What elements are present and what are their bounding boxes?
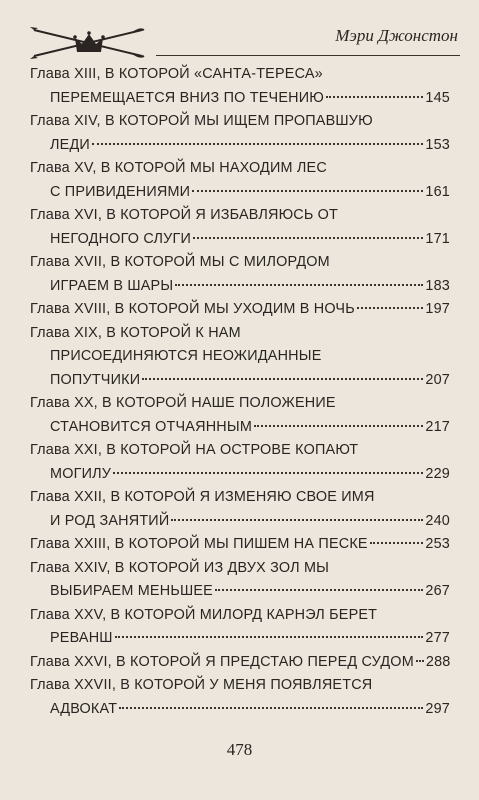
toc-entry-line — [30, 560, 450, 584]
toc-entry-line — [30, 607, 450, 631]
toc-entry-text: МОГИЛУ — [50, 465, 112, 482]
dot-leader — [119, 707, 423, 709]
toc-entry — [30, 560, 450, 607]
toc-entry — [30, 654, 450, 678]
toc-entry — [30, 160, 450, 207]
toc-entry-text: РЕВАНШ — [50, 630, 113, 646]
toc-entry-text: ПОПУТЧИКИ — [50, 371, 141, 388]
toc-entry-text: Глава XIX, В КОТОРОЙ К НАМ — [30, 324, 241, 341]
dot-leader — [370, 542, 424, 544]
toc-entry — [30, 442, 450, 489]
toc-entry-line — [30, 231, 450, 255]
toc-entry-line — [30, 278, 450, 302]
toc-page-number: 267 — [425, 583, 450, 599]
toc-entry-line — [30, 442, 450, 466]
toc-page-number: 171 — [425, 230, 450, 247]
toc-page-number: 153 — [425, 136, 450, 153]
toc-entry — [30, 207, 450, 254]
table-of-contents — [30, 66, 450, 724]
toc-entry-text: С ПРИВИДЕНИЯМИ — [50, 183, 191, 200]
toc-entry-line — [30, 90, 450, 114]
dot-leader — [215, 589, 423, 591]
toc-entry-text: ПРИСОЕДИНЯЮТСЯ НЕОЖИДАННЫЕ — [50, 348, 322, 364]
toc-entry-line — [30, 348, 450, 372]
toc-entry-text: Глава XXVI, В КОТОРОЙ Я ПРЕДСТАЮ ПЕРЕД СУДОМ — [30, 653, 414, 670]
toc-entry-text: И РОД ЗАНЯТИЙ — [50, 512, 170, 529]
dot-leader — [416, 660, 424, 662]
toc-entry-text: Глава XXI, В КОТОРОЙ НА ОСТРОВЕ КОПАЮТ — [30, 442, 359, 458]
dot-leader — [175, 284, 423, 286]
toc-page-number: 197 — [425, 301, 450, 317]
toc-entry-text: Глава XXV, В КОТОРОЙ МИЛОРД КАРНЭЛ БЕРЕТ — [30, 606, 378, 623]
header-rule — [156, 55, 460, 56]
toc-page-number: 297 — [425, 700, 450, 717]
toc-entry-line — [30, 137, 450, 161]
toc-entry-line — [30, 513, 450, 537]
dot-leader — [92, 143, 423, 145]
toc-entry-text: Глава XXIV, В КОТОРОЙ ИЗ ДВУХ ЗОЛ МЫ — [30, 559, 330, 576]
toc-entry-text: АДВОКАТ — [50, 700, 118, 717]
toc-page-number: 183 — [425, 277, 450, 294]
crossed-swords-crown-ornament — [30, 26, 148, 60]
toc-page-number: 229 — [425, 465, 450, 482]
toc-entry-text: Глава XVI, В КОТОРОЙ Я ИЗБАВЛЯЮСЬ ОТ — [30, 207, 339, 223]
dot-leader — [115, 636, 424, 638]
toc-entry-line — [30, 630, 450, 654]
toc-entry-text: Глава XIV, В КОТОРОЙ МЫ ИЩЕМ ПРОПАВШУЮ — [30, 113, 373, 129]
toc-entry-text: ВЫБИРАЕМ МЕНЬШЕЕ — [50, 583, 213, 599]
toc-entry-line — [30, 466, 450, 490]
toc-page-number: 207 — [425, 371, 450, 388]
toc-page-number: 277 — [425, 630, 450, 646]
toc-entry-text: Глава XV, В КОТОРОЙ МЫ НАХОДИМ ЛЕС — [30, 160, 327, 176]
toc-entry-line — [30, 160, 450, 184]
toc-page-number: 217 — [425, 418, 450, 435]
dot-leader — [192, 190, 423, 192]
toc-entry-line — [30, 301, 450, 325]
dot-leader — [326, 96, 423, 98]
dot-leader — [142, 378, 423, 380]
toc-page-number: 253 — [425, 536, 450, 552]
toc-entry-line — [30, 113, 450, 137]
toc-entry-line — [30, 419, 450, 443]
toc-entry — [30, 395, 450, 442]
toc-entry-text: НЕГОДНОГО СЛУГИ — [50, 230, 191, 247]
toc-page-number: 240 — [425, 512, 450, 529]
toc-entry-line — [30, 66, 450, 90]
dot-leader — [113, 472, 423, 474]
toc-entry-text: Глава XVII, В КОТОРОЙ МЫ С МИЛОРДОМ — [30, 254, 330, 270]
toc-page-number: 161 — [425, 183, 450, 200]
toc-entry-text: Глава XXIII, В КОТОРОЙ МЫ ПИШЕМ НА ПЕСКЕ — [30, 536, 368, 552]
dot-leader — [254, 425, 423, 427]
toc-entry-line — [30, 372, 450, 396]
toc-entry — [30, 677, 450, 724]
toc-entry-line — [30, 677, 450, 701]
toc-entry — [30, 325, 450, 396]
toc-entry-line — [30, 536, 450, 560]
toc-page-number: 288 — [425, 653, 451, 670]
toc-entry — [30, 254, 450, 301]
toc-entry — [30, 607, 450, 654]
toc-entry — [30, 113, 450, 160]
toc-entry — [30, 536, 450, 560]
toc-entry-line — [30, 184, 450, 208]
toc-entry-line — [30, 254, 450, 278]
dot-leader — [171, 519, 423, 521]
toc-entry-text: ИГРАЕМ В ШАРЫ — [50, 277, 174, 294]
toc-entry-text: Глава XXII, В КОТОРОЙ Я ИЗМЕНЯЮ СВОЕ ИМЯ — [30, 489, 375, 505]
toc-entry — [30, 489, 450, 536]
toc-entry-line — [30, 701, 450, 725]
toc-entry-line — [30, 489, 450, 513]
toc-entry-text: Глава XVIII, В КОТОРОЙ МЫ УХОДИМ В НОЧЬ — [30, 301, 355, 317]
toc-entry-text: Глава XX, В КОТОРОЙ НАШЕ ПОЛОЖЕНИЕ — [30, 395, 336, 411]
toc-entry-line — [30, 325, 450, 349]
toc-entry-text: ПЕРЕМЕЩАЕТСЯ ВНИЗ ПО ТЕЧЕНИЮ — [50, 89, 324, 106]
toc-entry-text: Глава XXVII, В КОТОРОЙ У МЕНЯ ПОЯВЛЯЕТСЯ — [30, 677, 373, 693]
toc-entry — [30, 301, 450, 325]
dot-leader — [193, 237, 423, 239]
toc-entry-text: СТАНОВИТСЯ ОТЧАЯННЫМ — [50, 418, 253, 435]
toc-entry-line — [30, 395, 450, 419]
toc-entry-line — [30, 654, 450, 678]
toc-page-number: 145 — [425, 89, 450, 106]
toc-entry — [30, 66, 450, 113]
dot-leader — [357, 307, 424, 309]
running-header-author: Мэри Джонстон — [335, 26, 458, 45]
toc-entry-line — [30, 583, 450, 607]
toc-entry-text: Глава XIII, В КОТОРОЙ «САНТА-ТЕРЕСА» — [30, 66, 323, 82]
toc-entry-line — [30, 207, 450, 231]
running-header — [20, 22, 460, 62]
toc-entry-text: ЛЕДИ — [50, 136, 90, 153]
page-number: 478 — [226, 740, 253, 759]
